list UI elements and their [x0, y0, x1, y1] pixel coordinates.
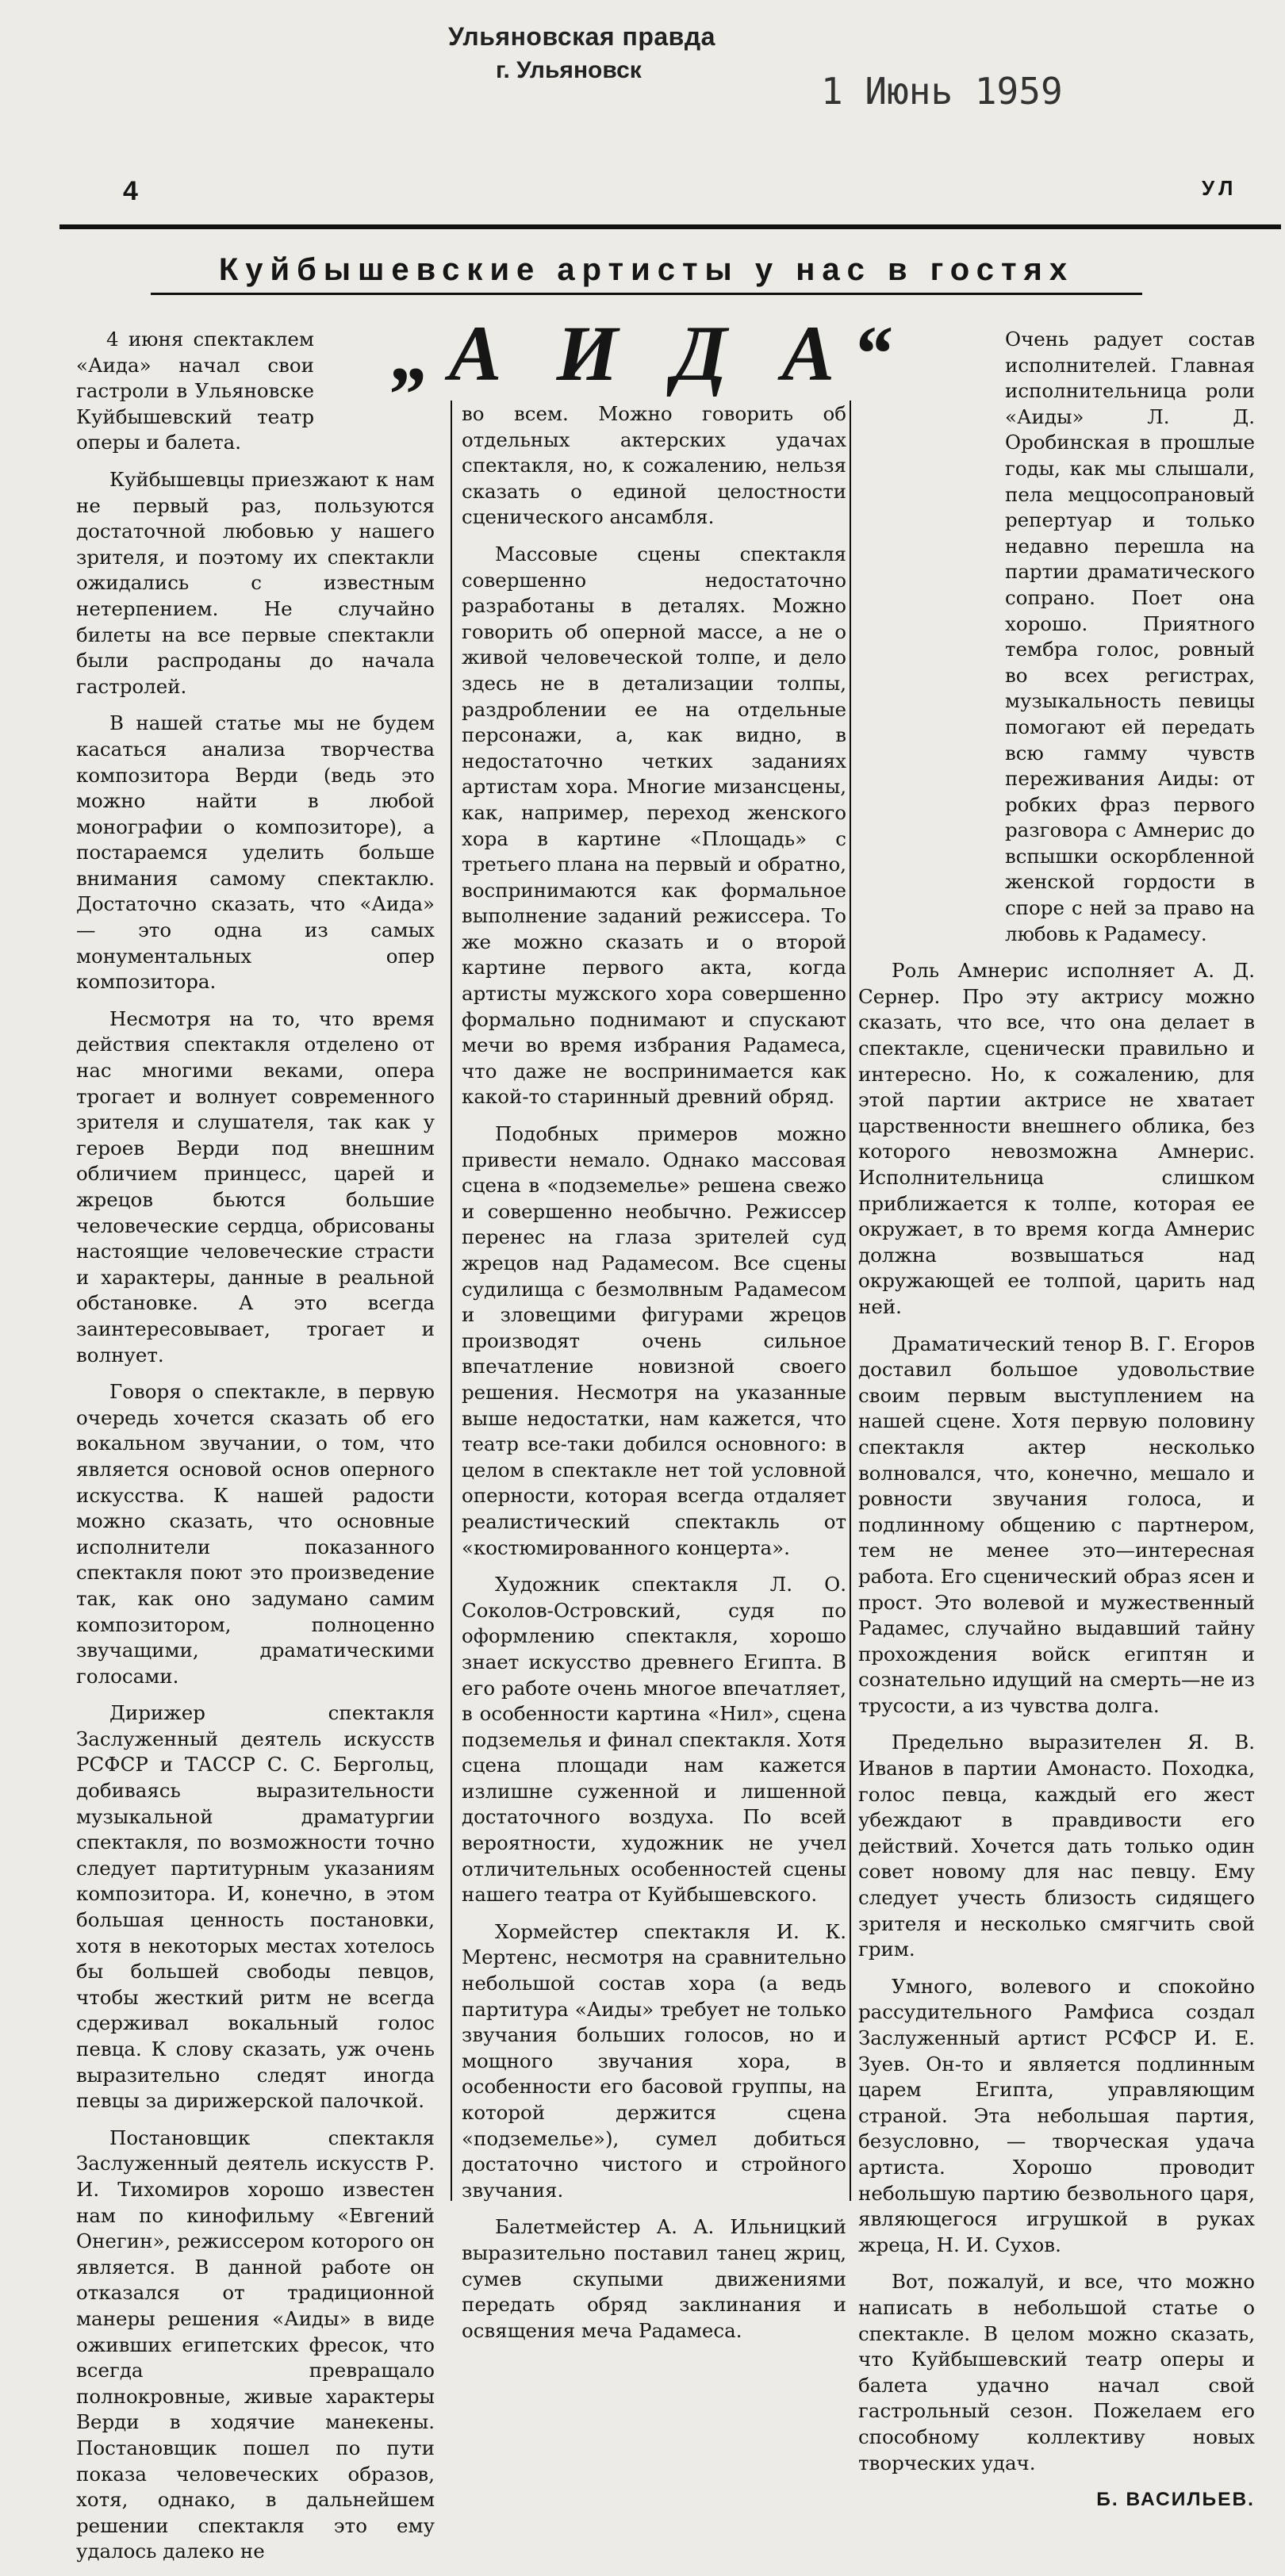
column-separator — [451, 401, 452, 2201]
newspaper-stamp: Ульяновская правда — [448, 22, 715, 51]
paragraph: Балетмейстер А. А. Ильницкий выразительно поставил танец жриц, сумев скупыми движениями передать обряд заклинания и освящения меча Радамеса. — [462, 2215, 846, 2342]
paragraph: Предельно выразителен Я. В. Иванов в партии Амонасто. Походка, голос певца, каждый его жест убеждают в правдивости его действий. Хочется дать только один совет новому для нас певцу. Ему следует учесть близость сидящего зрителя и несколько смягчить свой грим. — [858, 1731, 1255, 1961]
date-stamp: 1 Июнь 1959 — [821, 70, 1063, 113]
page-number: 4 — [123, 176, 138, 206]
paragraph: 4 июня спектаклем «Аида» начал свои гастроли в Ульяновске Куйбышевский театр оперы и балета. — [76, 328, 314, 454]
paragraph: Художник спектакля Л. О. Соколов-Островский, судя по оформлению спектакля, хорошо знает искусство древнего Египта. В его работе очень многое впечатляет, в особенности картина «Нил», сцена подземелья и финал спектакля. Хотя сцена площади нам кажется излишне суженной и лишенной достаточного воздуха. По всей вероятности, художник не учел отличительных особенностей сцены нашего театра от Куйбышевского. — [462, 1573, 846, 1907]
article-column-1 — [76, 327, 435, 2576]
article-column-2 — [462, 401, 846, 2355]
section-headline: Куйбышевские артисты у нас в гостях — [151, 252, 1142, 295]
author-signature: Б. ВАСИЛЬЕВ. — [1096, 2489, 1255, 2511]
article-column-3 — [858, 327, 1255, 2513]
paragraph: Умного, волевого и спокойно рассудительного Рамфиса создал Заслуженный артист РСФСР И. Е. Зуев. Он-то и является подлинным царем Египта, управляющим страной. Эта небольшая партия, безусловно, — творческая удача артиста. Хорошо проводит небольшую партию безвольного царя, являющегося игрушкой в руках жреца, Н. И. Сухов. — [858, 1974, 1255, 2256]
paragraph: Говоря о спектакле, в первую очередь хочется сказать об его вокальном звучании, о том, что является основой основ оперного искусства. К нашей радости можно сказать, что основные исполнители показанного спектакля поют это произведение так, как оно задумано самим композитором, полноценно звучащими, драматическими голосами. — [76, 1380, 435, 1688]
paragraph: Куйбышевцы приезжают к нам не первый раз, пользуются достаточной любовью у нашего зрителя, и поэтому их спектакли ожидались с известным нетерпением. Не случайно билеты на все первые спектакли были распроданы до начала гастролей. — [76, 467, 435, 698]
paragraph: Роль Амнерис исполняет А. Д. Сернер. Про эту актрису можно сказать, что все, что она делает в спектакле, сценически правильно и интересно. Но, к сожалению, для этой партии актрисе не хватает царственности внешнего облика, без которого невозможна Амнерис. Исполнительница слишком приближается к толпе, которая ее окружает, в то время когда Амнерис должна возвышаться над окружающей ее толпой, царить над ней. — [858, 959, 1255, 1318]
paragraph: во всем. Можно говорить об отдельных актерских удачах спектакля, но, к сожалению, нельзя сказать о единой целостности сценического ансамбля. — [462, 402, 846, 529]
article-title: „А И Д А“ — [391, 309, 910, 397]
paragraph: Вот, пожалуй, и все, что можно написать в небольшой статье о спектакле. В целом можно сказать, что Куйбышевский театр оперы и балета удачно начал свой гастрольный сезон. Пожелаем его способному коллективу новых творческих удач. — [858, 2270, 1255, 2474]
paragraph: В нашей статье мы не будем касаться анализа творчества композитора Верди (ведь это можно найти в любой монографии о композиторе), а постараемся уделить больше внимания самому спектаклю. Достаточно сказать, что «Аида» — это одна из самых монументальных опер композитора. — [76, 711, 435, 994]
paragraph: Постановщик спектакля Заслуженный деятель искусств Р. И. Тихомиров хорошо известен нам по кинофильму «Евгений Онегин», режиссером которого он является. В данной работе он отказался от традиционной манеры решения «Аиды» в виде оживших египетских фресок, что всегда превращало полнокровные, живые характеры Верди в ходячие манекены. Постановщик пошел по пути показа человеческих образов, хотя, однако, в дальнейшем решении спектакля это ему удалось далеко не — [76, 2126, 435, 2563]
paragraph: Драматический тенор В. Г. Егоров доставил большое удовольствие своим первым выступлением на нашей сцене. Хотя первую половину спектакля актер несколько волновался, что, конечно, мешало и ровности звучания голоса, и подлинному общению с партнером, тем не менее это—интересная работа. Его сценический образ ясен и прост. Это волевой и мужественный Радамес, случайно выдавший тайну прохождения войск египтян и сознательно идущий на смерть—не из трусости, а из чувства долга. — [858, 1332, 1255, 1717]
column-separator — [850, 401, 851, 2201]
paragraph: Подобных примеров можно привести немало. Однако массовая сцена в «подземелье» решена свежо и совершенно необычно. Режиссер перенес на глаза зрителей суд жрецов над Радамесом. Все сцены судилища с безмолвным Радамесом и зловещими фигурами жрецов производят очень сильное впечатление новизной своего решения. Несмотря на указанные выше недостатки, нам кажется, что театр все-таки добился основного: в целом в спектакле нет той условной оперности, которая всегда отдаляет реалистический спектакль от «костюмированного концерта». — [462, 1122, 846, 1559]
top-rule — [59, 224, 1281, 229]
paragraph: Очень радует состав исполнителей. Главная исполнительница роли «Аиды» Л. Д. Оробинская в прошлые годы, как мы слышали, пела меццосопрановый репертуар и только недавно перешла на партии драматического сопрано. Поет она хорошо. Приятного тембра голос, ровный во всех регистрах, музыкальность певицы помогают ей передать всю гамму чувств переживания Аиды: от робких фраз первого разговора с Амнерис до вспышки оскорбленной женской гордости в споре с ней за право на любовь к Радамесу. — [1005, 328, 1255, 945]
paragraph: Несмотря на то, что время действия спектакля отделено от нас многими веками, опера трогает и волнует современного зрителя и слушателя, так как у героев Верди под внешним обличием принцесс, царей и жрецов бьются большие человеческие сердца, обрисованы настоящие человеческие страсти и характеры, данные в реальной обстановке. А это всегда заинтересовывает, трогает и волнует. — [76, 1006, 435, 1367]
city-stamp: г. Ульяновск — [496, 57, 642, 83]
paragraph: Массовые сцены спектакля совершенно недостаточно разработаны в деталях. Можно говорить об оперной массе, а не о живой человеческой толпе, и дело здесь не в детализации толпы, раздроблении ее на отдельные персонажи, а, как видно, в недостаточно четких заданиях артистам хора. Многие мизансцены, как, например, переход женского хора в картине «Площадь» с третьего плана на первый и обратно, воспринимаются как формальное выполнение заданий режиссера. То же можно сказать и о второй картине первого акта, когда артисты мужского хора совершенно формально поднимают и спускают мечи во время избрания Радамеса, что даже не воспринимается как какой-то старинный древний обряд. — [462, 542, 846, 1109]
paragraph: Дирижер спектакля Заслуженный деятель искусств РСФСР и ТАССР С. С. Бергольц, добиваясь выразительности музыкальной драматургии спектакля, по возможности точно следует партитурным указаниям композитора. И, конечно, в этом большая ценность постановки, хотя в некоторых местах хотелось бы большей свободы певцов, чтобы жесткий ритм не всегда сдерживал вокальный голос певца. К слову сказать, уж очень выразительно следят иногда певцы за дирижерской палочкой. — [76, 1701, 435, 2113]
running-head: УЛ — [1202, 176, 1238, 200]
paragraph: Хормейстер спектакля И. К. Мертенс, несмотря на сравнительно небольшой состав хора (а ведь партитура «Аиды» требует не только звучания больших голосов, но и мощного звучания хора, в особенности его басовой группы, на которой держится сцена «подземелье»), сумел добиться достаточно чистого и стройного звучания. — [462, 1919, 846, 2202]
